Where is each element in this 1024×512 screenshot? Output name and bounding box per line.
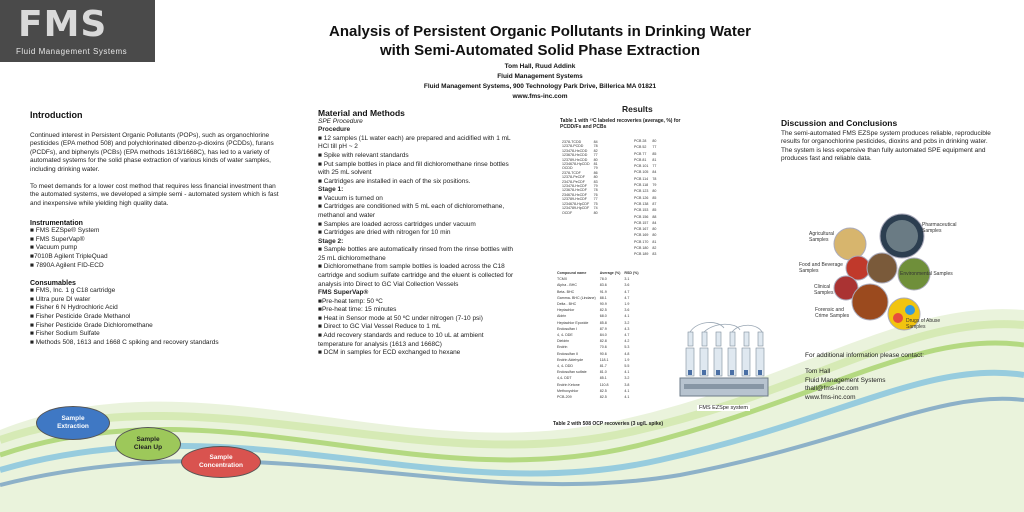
table-row bbox=[560, 175, 600, 179]
table-cell: 81.7 bbox=[599, 364, 607, 369]
table-cell: 123789-HxCDF bbox=[562, 197, 587, 202]
author-web: www.fms-inc.com bbox=[512, 93, 568, 100]
table-cell: Methoxychlor bbox=[557, 388, 579, 393]
contact-block bbox=[805, 352, 995, 402]
table-cell: 91.9 bbox=[599, 289, 607, 294]
table-cell: 23478-PeCDF bbox=[562, 179, 585, 184]
table-cell: 123678-HxCDF bbox=[562, 188, 587, 193]
list-item: ■ Ultra pure DI water bbox=[30, 295, 91, 303]
list-item: ■ Cartridges are installed in each of the six positions. bbox=[318, 177, 471, 185]
oval-sample-concentration bbox=[181, 446, 261, 478]
author-address: Fluid Management Systems, 900 Technology Park Drive, Billerica MA 01821 bbox=[423, 83, 657, 90]
table-cell: 77 bbox=[593, 153, 598, 158]
table-row bbox=[632, 169, 658, 175]
table-cell: 110.8 bbox=[599, 382, 609, 387]
table-cell: 90.9 bbox=[599, 302, 607, 307]
table-cell: PCB 123 bbox=[634, 189, 649, 194]
stage1-list bbox=[318, 195, 518, 238]
table-cell: PCB 28 bbox=[634, 139, 647, 143]
table-row bbox=[632, 188, 658, 194]
stage1-heading: Stage 1: bbox=[318, 186, 344, 194]
table-cell: 80 bbox=[652, 227, 657, 232]
table-cell: 4.1 bbox=[624, 314, 630, 319]
table-cell: 82 bbox=[593, 148, 598, 153]
list-item: ■ Vacuum is turned on bbox=[318, 194, 383, 202]
list-item: ■ Samples are loaded across cartridges under vacuum bbox=[318, 220, 476, 228]
table-cell: 2378-TCDD bbox=[562, 140, 582, 144]
instrumentation-list bbox=[30, 227, 285, 270]
oval-label: Sample Extraction bbox=[57, 415, 89, 430]
table-cell: 81.0 bbox=[599, 370, 607, 375]
table-cell: 84 bbox=[652, 170, 657, 175]
table-cell: 81 bbox=[652, 157, 657, 162]
table-cell: PCB 81 bbox=[634, 157, 647, 162]
table-cell: 123678-HxCDD bbox=[562, 153, 588, 158]
table-row bbox=[560, 153, 600, 157]
list-item: ■7010B Agilent TripleQuad bbox=[30, 253, 108, 261]
instrumentation-heading: Instrumentation bbox=[30, 220, 83, 228]
label-food: Food and Beverage Samples bbox=[799, 262, 843, 274]
fms-logo bbox=[0, 0, 155, 62]
list-item: ■ Fisher Pesticide Grade Dichloromethane bbox=[30, 321, 153, 329]
list-item: ■ FMS SuperVap® bbox=[30, 235, 85, 243]
table-cell: 85 bbox=[652, 195, 657, 200]
table-row bbox=[555, 394, 641, 400]
contact-email[interactable]: thall@fms-inc.com bbox=[805, 385, 859, 393]
table2-caption: Table 2 with 508 OCP recoveries (3 ug/L spike) bbox=[553, 421, 664, 427]
table-cell: PCB 101 bbox=[634, 164, 649, 169]
list-item: ■ Fisher 6 N Hydrochloric Acid bbox=[30, 304, 118, 312]
table-cell: 3.6 bbox=[624, 283, 630, 288]
table-cell: 123789-HxCDD bbox=[562, 157, 588, 162]
authors-block bbox=[300, 62, 780, 102]
table-cell: Delta - BHC bbox=[557, 302, 577, 307]
table-cell: 12378-PCDD bbox=[562, 144, 584, 149]
table-cell: 4, 4- DDE bbox=[557, 333, 573, 338]
table-cell: PCB 52 bbox=[634, 145, 647, 150]
methods-heading: Material and Methods bbox=[318, 108, 405, 118]
supervap-heading: FMS SuperVap® bbox=[318, 289, 369, 297]
ezspe-system-image bbox=[678, 318, 770, 402]
author-org: Fluid Management Systems bbox=[497, 73, 583, 80]
label-pharmaceutical: Pharmaceutical Samples bbox=[922, 222, 957, 234]
table-cell: Beta- BHC bbox=[557, 289, 575, 294]
table-cell: 4.3 bbox=[624, 326, 630, 331]
methods-column bbox=[318, 108, 518, 358]
table-cell: Endrin bbox=[557, 345, 568, 350]
table-cell: Heptachlor bbox=[557, 308, 575, 313]
discussion-heading: Discussion and Conclusions bbox=[781, 118, 898, 128]
table-cell: 78 bbox=[593, 144, 598, 149]
table-cell: PCB 156 bbox=[634, 214, 649, 219]
table-row bbox=[632, 207, 658, 213]
label-forensic: Forensic and Crime Samples bbox=[815, 307, 850, 319]
table-cell: Gamma- BHC (Lindane) bbox=[557, 295, 596, 300]
table-cell: PCB 180 bbox=[634, 246, 649, 251]
list-item: ■ Cartridges are dried with nitrogen for 10 min bbox=[318, 229, 451, 237]
title-line-1: Analysis of Persistent Organic Pollutants in Drinking Water bbox=[328, 23, 752, 40]
table-cell: 86 bbox=[593, 170, 598, 175]
table-cell: PCB 77 bbox=[634, 151, 647, 156]
list-item: ■ DCM in samples for ECD exchanged to hexane bbox=[318, 349, 461, 357]
table-cell: Endrin Aldehyde bbox=[557, 357, 584, 362]
table-cell: Endosulfan I bbox=[557, 326, 577, 331]
oval-label: Sample Concentration bbox=[198, 454, 244, 469]
oval-sample-cleanup bbox=[115, 427, 181, 461]
table-cell: 88 bbox=[652, 214, 657, 219]
list-item: ■ Direct to GC Vial Vessel Reduce to 1 mL bbox=[318, 323, 441, 331]
table-cell: 75 bbox=[593, 201, 598, 206]
table-cell: PCB 167 bbox=[634, 227, 649, 232]
table-cell: 82.8 bbox=[599, 339, 607, 344]
table-cell: 2378-TCDF bbox=[562, 170, 581, 175]
author-names: Tom Hall, Ruud Addink bbox=[504, 63, 576, 70]
table-cell: 78.0 bbox=[599, 277, 607, 282]
table-cell: PCB 170 bbox=[634, 239, 649, 244]
table-cell: Aldrin bbox=[557, 314, 567, 319]
consumables-heading: Consumables bbox=[30, 280, 76, 288]
table-cell: 90.6 bbox=[599, 351, 607, 356]
table-cell: Heptachlor Epoxide bbox=[557, 320, 589, 325]
table-cell: 1.9 bbox=[624, 357, 630, 362]
table-cell: 76 bbox=[593, 192, 598, 197]
table-cell: 88.1 bbox=[599, 295, 607, 300]
table-cell: 4, 4- DDD bbox=[557, 364, 573, 369]
table-cell: 80 bbox=[652, 189, 657, 194]
table-cell: 81 bbox=[652, 239, 657, 244]
table1-left bbox=[560, 140, 600, 215]
intro-paragraph-1: Continued interest in Persistent Organic Pollutants (POPs), such as organochlorine pesticides (EPA method 508) and polychlorinated dibenzo-p-dioxins (PCDDs), furans (PCDFs), and biphenyls (PCBs) (EPA methods 1613/1668C), has led to a variety of automated systems for the solid phase extraction of various kinds of water samples, including drinking water. bbox=[30, 132, 274, 173]
list-item: ■ Put sample bottles in place and fill dichloromethane rinse bottles with 25 mL solvent bbox=[318, 160, 509, 177]
table-cell: 4.2 bbox=[624, 339, 630, 344]
discussion-column bbox=[781, 118, 991, 164]
discussion-text: The semi-automated FMS EZSpe system produces reliable, reproducible results for organochlorine pesticides, dioxins and pcbs in drinking water. The system is less expensive than fully automated SPE equipment and produces fast and reliable data. bbox=[781, 130, 991, 163]
table-cell: 3.6 bbox=[624, 308, 630, 313]
contact-web[interactable]: www.fms-inc.com bbox=[805, 393, 856, 401]
table-cell: 83 bbox=[652, 252, 657, 257]
table-cell: TCMX bbox=[557, 277, 568, 282]
table1-caption: Table 1 with ¹³C labeled recoveries (average, %) for PCDD/Fs and PCBs bbox=[560, 118, 681, 130]
procedure-list bbox=[318, 135, 518, 187]
oval-label: Sample Clean Up bbox=[133, 436, 163, 451]
list-item: ■ FMS EZSpe® System bbox=[30, 227, 100, 235]
table-cell: OCDD bbox=[562, 166, 573, 171]
table-cell: OCDF bbox=[562, 210, 573, 215]
list-item: ■ Dichloromethane from sample bottles is loaded across the C18 cartridge and sodium sulfate cartridge and the eluent is collected for analysis into Direct to GC Vial Collection Vessels bbox=[318, 263, 514, 288]
methods-subheading: SPE Procedure bbox=[318, 118, 363, 125]
table-cell: 4.8 bbox=[624, 351, 630, 356]
supervap-list bbox=[318, 298, 518, 358]
list-item: ■ FMS, Inc. 1 g C18 cartridge bbox=[30, 287, 116, 295]
label-clinical: Clinical Samples bbox=[814, 284, 834, 296]
table-row bbox=[632, 151, 658, 157]
table-cell: PCB 114 bbox=[634, 176, 649, 181]
contact-name: Tom Hall bbox=[805, 368, 831, 376]
label-environmental: Environmental Samples bbox=[900, 271, 953, 277]
table-cell: Endosulfan sulfate bbox=[557, 370, 587, 375]
intro-paragraph-2: To meet demands for a lower cost method that requires less financial investment than the automated systems, we developed a simple semi - automated system which is fast and inexpensive while yielding high quality data. bbox=[30, 183, 279, 207]
table-header-cell: Compound name bbox=[557, 271, 587, 275]
table-cell: 4.1 bbox=[624, 395, 630, 400]
list-item: ■ Spike with relevant standards bbox=[318, 152, 409, 159]
label-drugs: Drugs of Abuse Samples bbox=[906, 318, 941, 330]
table-cell: 4.7 bbox=[624, 289, 630, 294]
table-header-cell: RSD (%) bbox=[624, 271, 639, 275]
table-cell: 4,4- DDT bbox=[557, 376, 572, 381]
table-cell: 84.0 bbox=[599, 333, 607, 338]
table-cell: Endosulfan II bbox=[557, 351, 578, 356]
table-cell: 77 bbox=[652, 145, 657, 150]
table-cell: 234678-HxCDF bbox=[562, 192, 587, 197]
label-agricultural: Agricultural Samples bbox=[809, 231, 835, 243]
table-row bbox=[560, 211, 600, 215]
table-cell: 85 bbox=[652, 208, 657, 213]
table-cell: PCB 138 bbox=[634, 201, 649, 206]
table-cell: 4.7 bbox=[624, 333, 630, 338]
table-row bbox=[632, 214, 658, 220]
table-cell: 80 bbox=[652, 233, 657, 238]
table-cell: 77 bbox=[593, 197, 598, 202]
list-item: ■Pre-heat time: 15 minutes bbox=[318, 306, 397, 314]
table-cell: 1234678-HpCDF bbox=[562, 201, 590, 206]
contact-company: Fluid Management Systems bbox=[805, 376, 886, 384]
table-cell: 4.7 bbox=[624, 295, 630, 300]
list-item: ■ 12 samples (1L water each) are prepared and acidified with 1 mL HCl till pH ~ 2 bbox=[318, 134, 511, 151]
list-item: ■ Sample bottles are automatically rinsed from the rinse bottles with 25 mL dichloromethane bbox=[318, 246, 514, 262]
table-cell: PCB 105 bbox=[634, 170, 649, 175]
table-cell: PCB 169 bbox=[634, 233, 649, 238]
table-cell: 87 bbox=[652, 201, 657, 206]
table-row bbox=[632, 251, 658, 257]
table-cell: 85.8 bbox=[599, 320, 607, 325]
table-cell: 5.5 bbox=[624, 364, 630, 369]
stage2-list bbox=[318, 246, 518, 289]
logo-tagline: Fluid Management Systems bbox=[16, 47, 128, 56]
table-cell: 83.6 bbox=[599, 283, 607, 288]
table-cell: PCB 153 bbox=[634, 208, 649, 213]
list-item: ■ Heat in Sensor mode at 50 ºC under nitrogen (7-10 psi) bbox=[318, 314, 483, 322]
table-cell: Endrin Ketone bbox=[557, 382, 580, 387]
table-cell: 3.1 bbox=[624, 277, 630, 282]
table-cell: 87.9 bbox=[599, 326, 607, 331]
title-line-2: with Semi-Automated Solid Phase Extraction bbox=[379, 42, 701, 59]
table-cell: 85 bbox=[652, 151, 657, 156]
system-caption: FMS EZSpe system bbox=[699, 405, 748, 411]
table-cell: 68.0 bbox=[599, 314, 607, 319]
table-cell: 79 bbox=[593, 166, 598, 171]
consumables-list bbox=[30, 287, 285, 347]
table-cell: Dieldrin bbox=[557, 339, 570, 344]
table-cell: PCB 189 bbox=[634, 252, 649, 257]
table-cell: 78 bbox=[652, 176, 657, 181]
table-cell: 4.1 bbox=[624, 388, 630, 393]
table-cell: 4.1 bbox=[624, 370, 630, 375]
table-cell: 84 bbox=[652, 220, 657, 225]
list-item: ■ 7890A Agilent FID-ECD bbox=[30, 261, 104, 269]
table-cell: 82.5 bbox=[599, 395, 607, 400]
table-cell: 79 bbox=[593, 184, 598, 189]
table-row bbox=[632, 144, 658, 150]
list-item: ■ Fisher Pesticide Grade Methanol bbox=[30, 313, 131, 320]
table-cell: 80 bbox=[593, 157, 598, 162]
table-cell: 84 bbox=[593, 140, 598, 144]
table-cell: 3.2 bbox=[624, 320, 630, 325]
list-item: ■ Cartridges are conditioned with 5 mL each of dichloromethane, methanol and water bbox=[318, 203, 505, 219]
table-cell: 5.3 bbox=[624, 345, 630, 350]
table-cell: 70.6 bbox=[599, 345, 607, 350]
table-cell: 123478-HxCDD bbox=[562, 148, 588, 153]
table-cell: 82.5 bbox=[599, 388, 607, 393]
table-cell: 74 bbox=[593, 206, 598, 211]
table-cell: 85.1 bbox=[599, 376, 607, 381]
table-cell: 1234678-HpCDD bbox=[562, 162, 590, 167]
table-cell: 118.1 bbox=[599, 357, 609, 362]
results-heading: Results bbox=[622, 104, 653, 114]
table-cell: 82 bbox=[652, 246, 657, 251]
table-cell: 79 bbox=[652, 183, 657, 188]
table-cell: 82.5 bbox=[599, 308, 607, 313]
table1-right bbox=[632, 138, 658, 258]
table-cell: 80 bbox=[652, 139, 657, 143]
table-cell: 123478-HxCDF bbox=[562, 184, 587, 189]
list-item: ■ Fisher Sodium Sulfate bbox=[30, 330, 100, 338]
table-cell: PCB 157 bbox=[634, 220, 649, 225]
table-cell: 80 bbox=[593, 210, 598, 215]
list-item: ■ Add recovery standards and reduce to 10 uL at ambient temperature for analysis (1613 and 1668C) bbox=[318, 331, 484, 348]
table-cell: PCB 126 bbox=[634, 195, 649, 200]
intro-column bbox=[30, 110, 285, 347]
table-cell: 78 bbox=[593, 188, 598, 193]
table-cell: 1.9 bbox=[624, 302, 630, 307]
stage2-heading: Stage 2: bbox=[318, 237, 344, 245]
table-cell: 77 bbox=[652, 164, 657, 169]
procedure-heading: Procedure bbox=[318, 126, 351, 134]
table-cell: PCB-209 bbox=[557, 395, 572, 400]
table-header-cell: Average (%) bbox=[599, 271, 621, 275]
list-item: ■ Methods 508, 1613 and 1668 C spiking and recovery standards bbox=[30, 338, 219, 346]
table2 bbox=[555, 270, 641, 400]
table-row bbox=[632, 232, 658, 238]
table-cell: 80 bbox=[593, 175, 598, 180]
table-cell: 83 bbox=[593, 179, 598, 184]
table-cell: 12378-PeCDF bbox=[562, 175, 585, 180]
table-cell: 3.8 bbox=[624, 382, 630, 387]
list-item: ■Pre-heat temp: 50 ºC bbox=[318, 297, 383, 305]
list-item: ■ Vacuum pump bbox=[30, 244, 78, 252]
oval-sample-extraction bbox=[36, 406, 110, 440]
intro-heading: Introduction bbox=[30, 110, 83, 120]
poster-title bbox=[300, 22, 780, 60]
table-row bbox=[560, 206, 600, 210]
table-cell: Alpha - BHC bbox=[557, 283, 577, 288]
table-cell: 1234789-HpCDF bbox=[562, 206, 590, 211]
contact-lead: For additional information please contact: bbox=[805, 352, 924, 359]
logo-text: FMS bbox=[18, 4, 108, 45]
table-cell: 3.2 bbox=[624, 376, 630, 381]
table-cell: 81 bbox=[593, 162, 598, 167]
table-cell: PCB 118 bbox=[634, 183, 649, 188]
